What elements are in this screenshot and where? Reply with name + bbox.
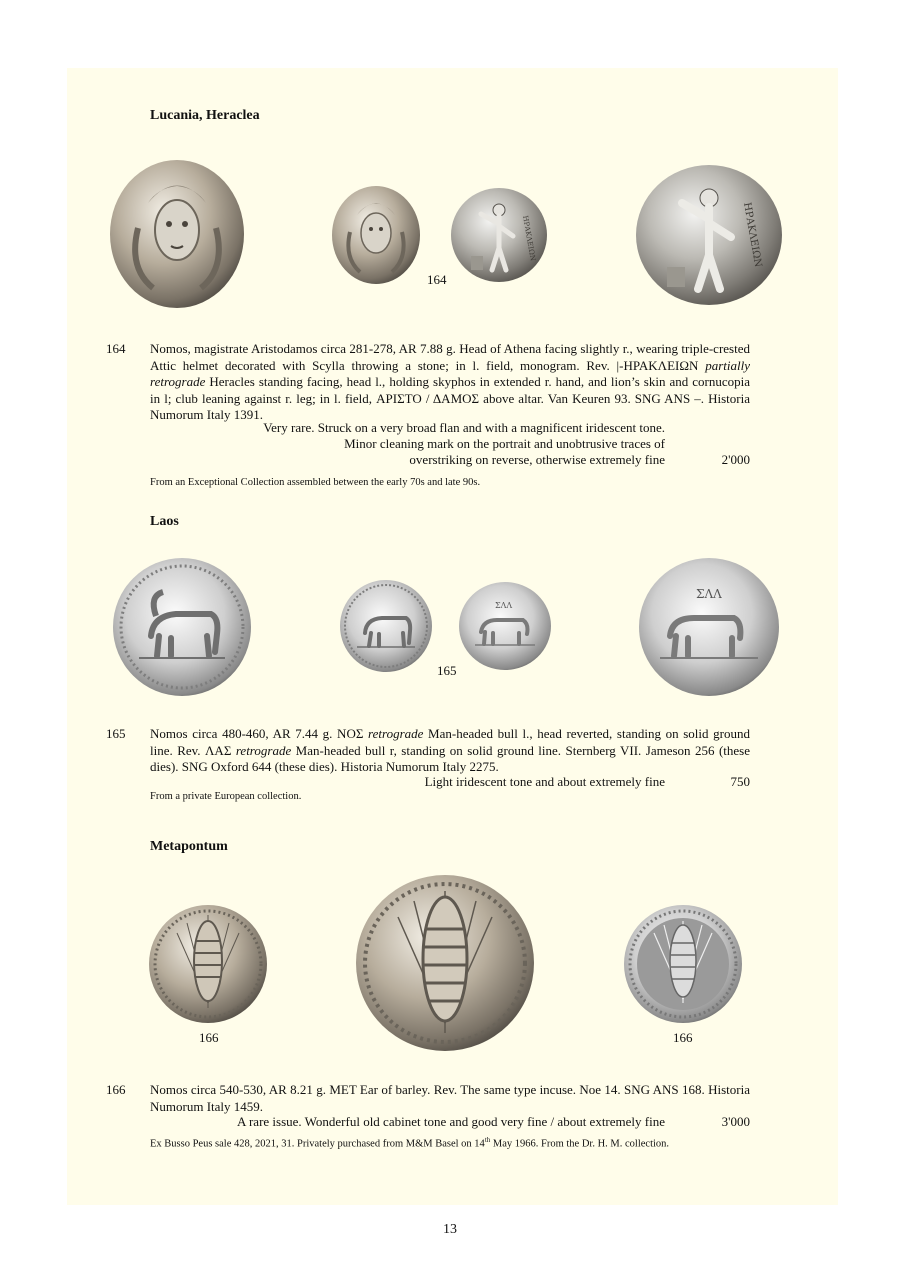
condition-line-2: Minor cleaning mark on the portrait and unobtrusive traces of (344, 436, 665, 451)
provenance-165: From a private European collection. (150, 791, 302, 802)
estimate-price-166: 3'000 (721, 1114, 750, 1129)
section-heading-laos: Laos (150, 514, 179, 529)
coin-166-obverse-enlarged (354, 873, 536, 1053)
condition-line-1: Very rare. Struck on a very broad flan and with a magnificent iridescent tone. (263, 420, 665, 435)
estimate-price-164: 2'000 (721, 452, 750, 467)
coin-label-164: 164 (427, 272, 447, 287)
section-heading-metapontum: Metapontum (150, 839, 228, 854)
lot-number-164: 164 (106, 341, 126, 356)
coin-164-reverse (449, 186, 549, 284)
svg-text:ΣΛΛ: ΣΛΛ (696, 587, 722, 601)
coin-164-obverse (330, 184, 422, 286)
coin-165-obverse (338, 578, 434, 674)
coin-165-obverse-enlarged (111, 556, 253, 698)
estimate-price-165: 750 (730, 774, 750, 789)
coin-label-166-right: 166 (673, 1030, 693, 1045)
condition-line-3: overstriking on reverse, otherwise extremely fine (409, 452, 665, 467)
svg-text:ΗΡΑΚΛΕΙΩΝ: ΗΡΑΚΛΕΙΩΝ (521, 214, 537, 262)
provenance-166: Ex Busso Peus sale 428, 2021, 31. Privately purchased from M&M Basel on 14th May 1966. From the Dr. H. M. collection. (150, 1136, 670, 1150)
coin-165-reverse-enlarged (638, 556, 780, 698)
lot-description-164: Nomos, magistrate Aristodamos circa 281-278, AR 7.88 g. Head of Athena facing slightly r., wearing triple-crested Attic helmet decorated with Scylla throwing a stone; in l. field, monogram. Rev. |-ΗΡΑΚΛΕΙΩΝ partially retrograde Heracles standing facing, head l., holding skyphos in extended r. hand, and lion’s skin and cornucopia in l; club leaning against r. leg; in l. field, ΑΡΙΣΤΟ / ΔΑΜΟΣ above altar. Van Keuren 93. SNG ANS –. Historia Numorum Italy 1391. (150, 341, 750, 422)
lot-description-166: Nomos circa 540-530, AR 8.21 g. ΜΕΤ Ear of barley. Rev. The same type incuse. Noe 14. SNG ANS 168. Historia Numorum Italy 1459. (150, 1082, 750, 1114)
svg-text:ΣΛΛ: ΣΛΛ (495, 601, 513, 610)
section-heading-heraclea: Lucania, Heraclea (150, 108, 260, 123)
lot-number-165: 165 (106, 726, 126, 741)
lot-number-166: 166 (106, 1082, 126, 1097)
coin-166-obverse (147, 903, 269, 1025)
condition-line-166: A rare issue. Wonderful old cabinet tone and good very fine / about extremely fine (237, 1114, 665, 1129)
provenance-164: From an Exceptional Collection assembled between the early 70s and late 90s. (150, 477, 481, 488)
coin-165-reverse (457, 580, 553, 672)
svg-text:ΗΡΑΚΛΕΙΩΝ: ΗΡΑΚΛΕΙΩΝ (741, 201, 764, 269)
coin-166-reverse (622, 903, 744, 1025)
condition-line-165: Light iridescent tone and about extremely fine (424, 774, 665, 789)
coin-label-165: 165 (437, 663, 457, 678)
lot-description-165: Nomos circa 480-460, AR 7.44 g. ΝΟΣ retrograde Man-headed bull l., head reverted, standing on solid ground line. Rev. ΛΑΣ retrograde Man-headed bull r, standing on solid ground line. Sternberg VII. Jameson 256 (these dies). SNG Oxford 644 (these dies). Historia Numorum Italy 2275. (150, 726, 750, 774)
page-number: 13 (443, 1222, 457, 1237)
coin-164-obverse-enlarged (108, 158, 246, 310)
coin-label-166-left: 166 (199, 1030, 219, 1045)
coin-164-reverse-enlarged (634, 163, 784, 308)
